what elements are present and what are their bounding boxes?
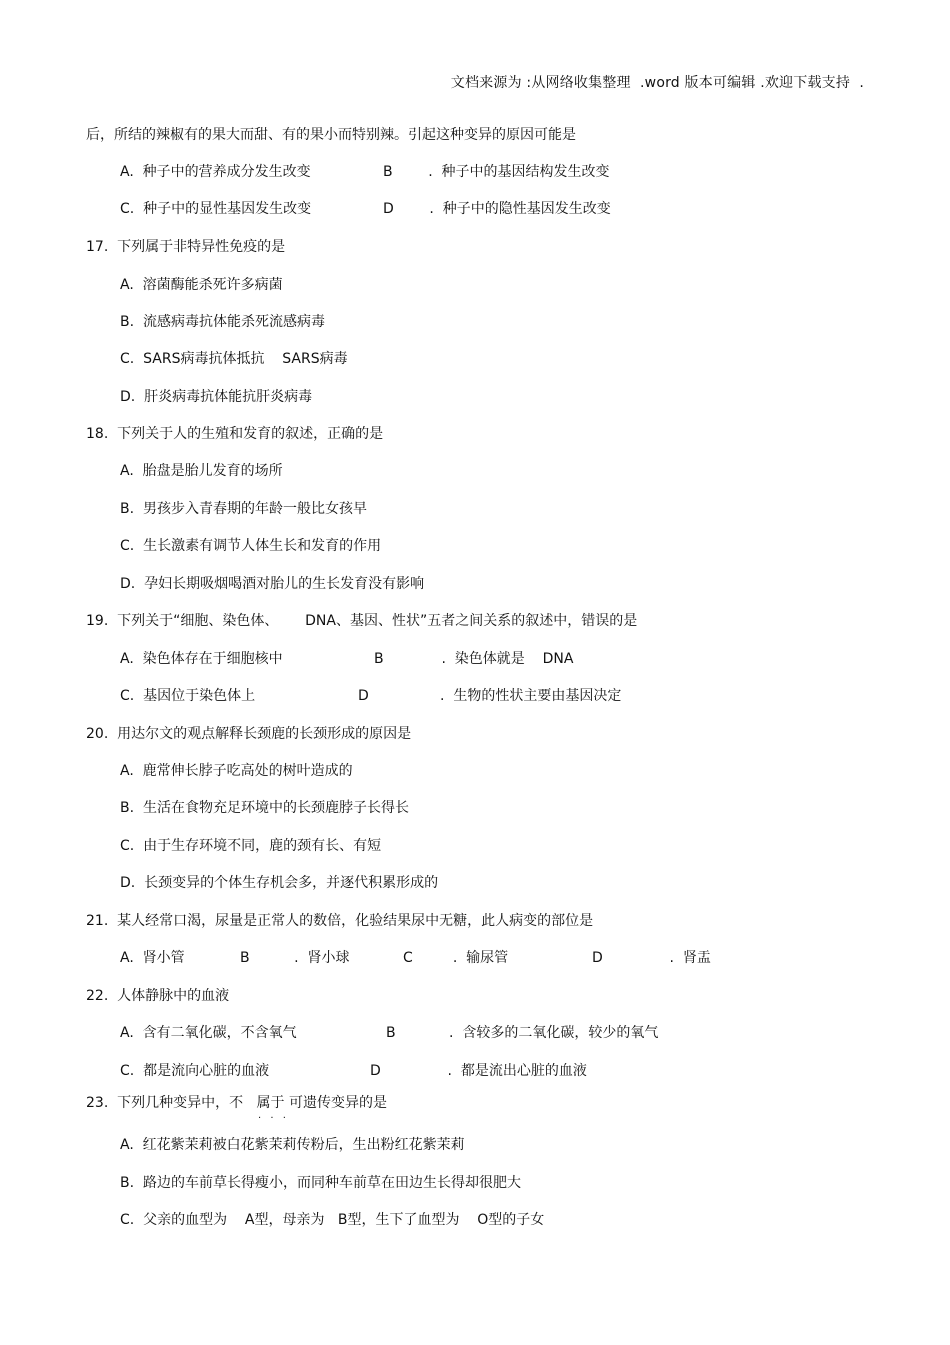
option-c: C. 生长激素有调节人体生长和发育的作用 (120, 538, 382, 554)
option-d: D . 肾盂 (592, 950, 711, 966)
option-a: A. 胎盘是胎儿发育的场所 (120, 463, 283, 479)
option-d: D. 孕妇长期吸烟喝酒对胎儿的生长发育没有影响 (120, 576, 425, 592)
question-17-stem: 17. 下列属于非特异性免疫的是 (86, 239, 286, 255)
option-d: D . 种子中的隐性基因发生改变 (383, 201, 611, 217)
option-b: B. 生活在食物充足环境中的长颈鹿脖子长得长 (120, 800, 409, 816)
option-a: A. 溶菌酶能杀死许多病菌 (120, 277, 283, 293)
question-20-stem: 20. 用达尔文的观点解释长颈鹿的长颈形成的原因是 (86, 726, 412, 742)
option-c: C. 基因位于染色体上 (120, 688, 256, 704)
option-c: C. 父亲的血型为 A型，母亲为 B型，生下了血型为 O型的子女 (120, 1212, 545, 1228)
option-a: A. 鹿常伸长脖子吃高处的树叶造成的 (120, 763, 353, 779)
question-22-stem: 22. 人体静脉中的血液 (86, 988, 230, 1004)
option-b: B . 肾小球 (240, 950, 350, 966)
page-header: 文档来源为 :从网络收集整理 .word 版本可编辑 .欢迎下载支持 . (450, 75, 864, 91)
option-b: B . 含较多的二氧化碳，较少的氧气 (386, 1025, 659, 1041)
question-19-stem: 19. 下列关于“细胞、染色体、 DNA、基因、性状”五者之间关系的叙述中，错误的是 (86, 613, 638, 629)
option-a: A. 种子中的营养成分发生改变 (120, 164, 311, 180)
option-c: C. 由于生存环境不同，鹿的颈有长、有短 (120, 838, 382, 854)
option-d: D. 长颈变异的个体生存机会多，并逐代积累形成的 (120, 875, 439, 891)
option-a: A. 染色体存在于细胞核中 (120, 651, 283, 667)
question-16-stem-continuation: 后，所结的辣椒有的果大而甜、有的果小而特别辣。引起这种变异的原因可能是 (86, 127, 576, 143)
option-d: D . 都是流出心脏的血液 (370, 1063, 587, 1079)
question-18-stem: 18. 下列关于人的生殖和发育的叙述，正确的是 (86, 426, 384, 442)
question-23-stem: 23. 下列几种变异中，不 属于 可遗传变异的是 (86, 1095, 387, 1111)
option-c: C. SARS病毒抗体抵抗 SARS病毒 (120, 351, 348, 367)
option-d: D . 生物的性状主要由基因决定 (358, 688, 622, 704)
option-b: B. 路边的车前草长得瘦小，而同种车前草在田边生长得却很肥大 (120, 1175, 521, 1191)
option-a: A. 含有二氧化碳，不含氧气 (120, 1025, 297, 1041)
emphasis-dots: . . . (258, 1110, 289, 1121)
option-a: A. 肾小管 (120, 950, 185, 966)
option-b: B . 种子中的基因结构发生改变 (383, 164, 610, 180)
option-c: C. 都是流向心脏的血液 (120, 1063, 270, 1079)
option-b: B. 男孩步入青春期的年龄一般比女孩早 (120, 501, 367, 517)
option-d: D. 肝炎病毒抗体能抗肝炎病毒 (120, 389, 313, 405)
option-b: B . 染色体就是 DNA (374, 651, 574, 667)
option-a: A. 红花紫茉莉被白花紫茉莉传粉后，生出粉红花紫茉莉 (120, 1137, 465, 1153)
option-b: B. 流感病毒抗体能杀死流感病毒 (120, 314, 325, 330)
option-c: C . 输尿管 (403, 950, 509, 966)
option-c: C. 种子中的显性基因发生改变 (120, 201, 312, 217)
question-21-stem: 21. 某人经常口渴，尿量是正常人的数倍，化验结果尿中无糖，此人病变的部位是 (86, 913, 594, 929)
